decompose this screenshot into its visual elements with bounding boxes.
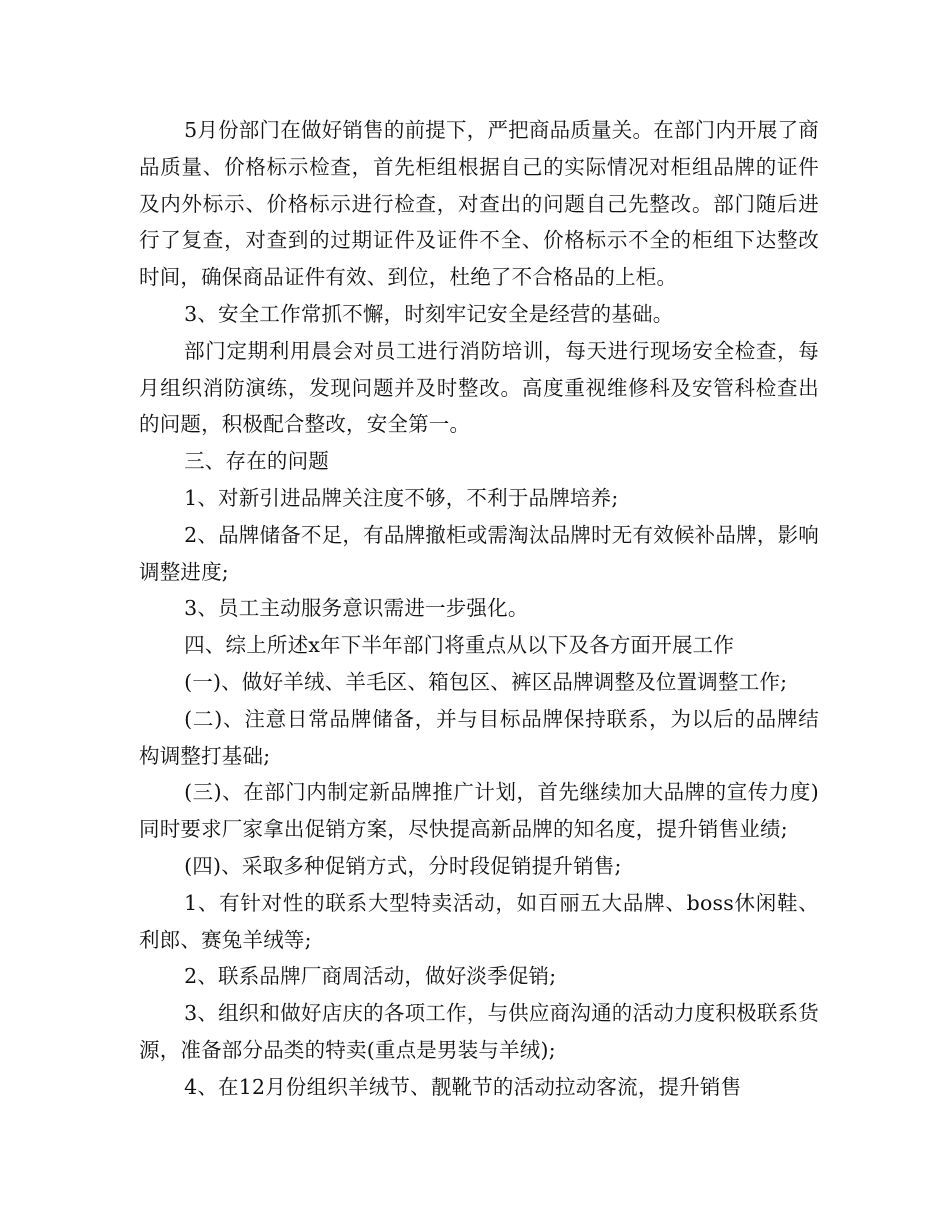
plan-item-3: (三)、在部门内制定新品牌推广计划，首先继续加大品牌的宣传力度)同时要求厂家拿出促销方案，尽快提高新品牌的知名度，提升销售业绩; — [139, 780, 819, 842]
plan-item-1: (一)、做好羊绒、羊毛区、箱包区、裤区品牌调整及位置调整工作; — [184, 669, 788, 694]
problem-item-3: 3、员工主动服务意识需进一步强化。 — [184, 596, 529, 621]
promo-item-3: 3、组织和做好店庆的各项工作，与供应商沟通的活动力度积极联系货源，准备部分品类的特卖(重点是男装与羊绒); — [139, 1001, 819, 1062]
problem-item-1: 1、对新引进品牌关注度不够，不利于品牌培养; — [184, 485, 619, 510]
promo-item-4: 4、在12月份组织羊绒节、靓靴节的活动拉动客流，提升销售 — [184, 1074, 742, 1099]
section-heading-problems: 三、存在的问题 — [184, 449, 329, 474]
document-body — [139, 112, 819, 1106]
section-heading-plan: 四、综上所述x年下半年部门将重点从以下及各方面开展工作 — [184, 633, 735, 658]
plan-item-4: (四)、采取多种促销方式，分时段促销提升销售; — [184, 853, 622, 878]
problem-item-2: 2、品牌储备不足，有品牌撤柜或需淘汰品牌时无有效候补品牌，影响调整进度; — [139, 522, 819, 584]
paragraph-safety-heading: 3、安全工作常抓不懈，时刻牢记安全是经营的基础。 — [184, 301, 674, 326]
paragraph-fire-training: 部门定期利用晨会对员工进行消防培训，每天进行现场安全检查，每月组织消防演练，发现问题并及时整改。高度重视维修科及安管科检查出的问题，积极配合整改，安全第一。 — [139, 338, 819, 437]
paragraph-quality-check: 5月份部门在做好销售的前提下，严把商品质量关。在部门内开展了商品质量、价格标示检查，首先柜组根据自己的实际情况对柜组品牌的证件及内外标示、价格标示进行检查，对查出的问题自己先整改。部门随后进行了复查，对查到的过期证件及证件不全、价格标示不全的柜组下达整改时间，确保商品证件有效、到位，杜绝了不合格品的上柜。 — [139, 118, 819, 290]
promo-item-1: 1、有针对性的联系大型特卖活动，如百丽五大品牌、boss休闲鞋、利郎、赛兔羊绒等; — [139, 890, 819, 952]
promo-item-2: 2、联系品牌厂商周活动，做好淡季促销; — [184, 964, 557, 989]
plan-item-2: (二)、注意日常品牌储备，并与目标品牌保持联系，为以后的品牌结构调整打基础; — [139, 706, 819, 768]
